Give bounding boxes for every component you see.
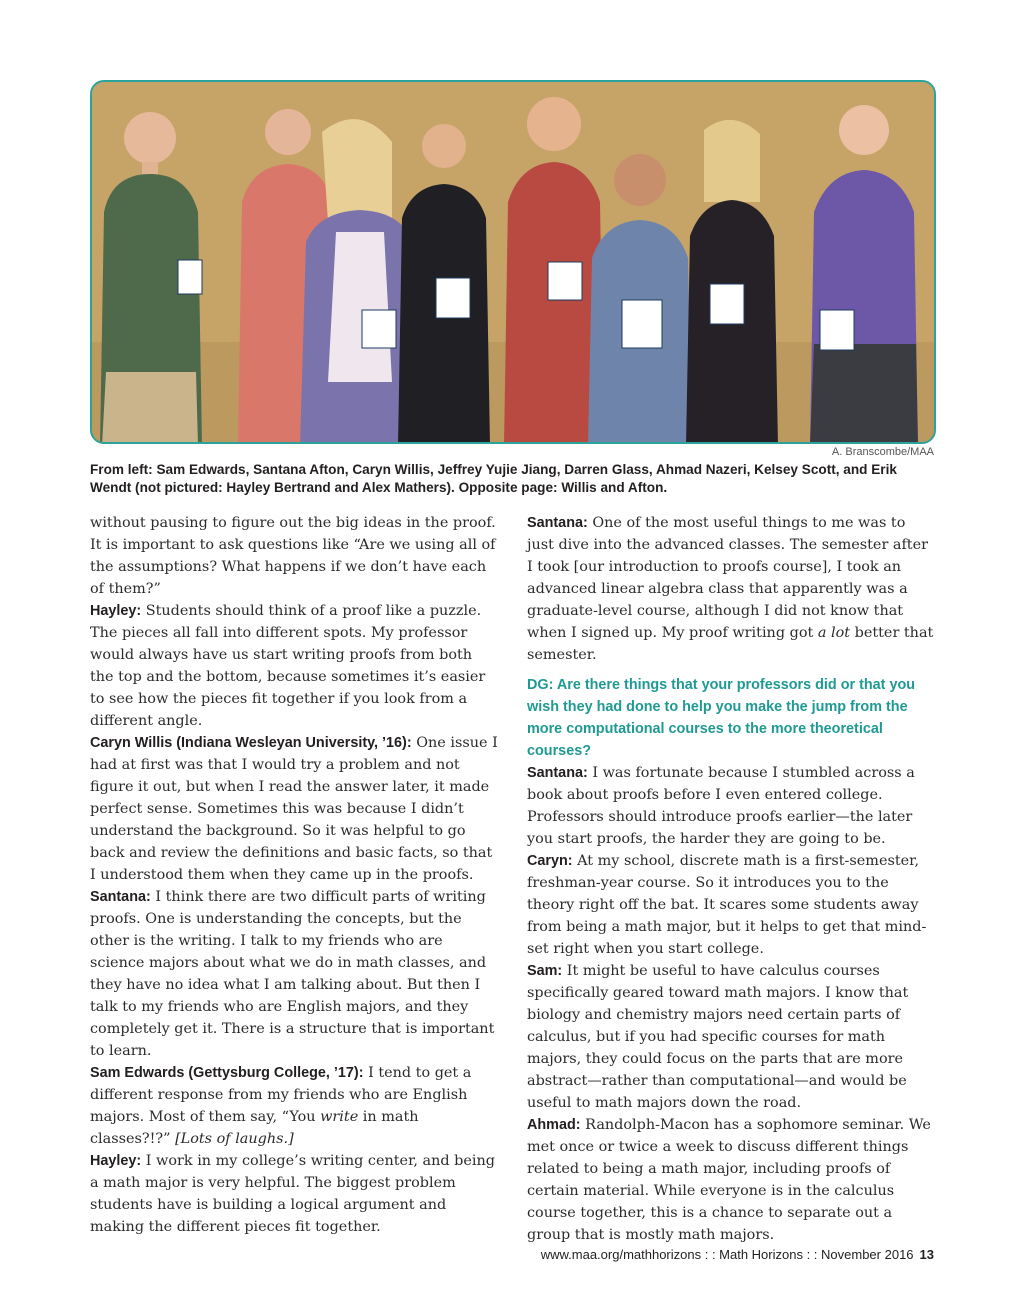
paragraph-text: One of the most useful things to me was to just dive into the advanced classes. The semester after I took [our introduction to proofs course], I took an advanced linear algebra class that apparently was a graduate-level course, although I did not know that when I signed up. My proof writing got xyxy=(527,515,928,641)
speaker-label: Caryn Willis (Indiana Wesleyan University, ’16): xyxy=(90,735,412,751)
photo-credit: A. Branscombe/MAA xyxy=(831,446,934,458)
speaker-label: Ahmad: xyxy=(527,1117,581,1133)
paragraph xyxy=(90,732,498,886)
paragraph-text: At my school, discrete math is a first-semester, freshman-year course. So it introduces you to the theory right off the bat. It scares some students away from being a math major, but it helps to get that mind-set right when you start college. xyxy=(527,853,927,957)
paragraph xyxy=(90,1062,498,1150)
paragraph-text: Students should think of a proof like a puzzle. The pieces all fall into different spots. My professor would always have us start writing proofs from both the top and the bottom, because sometimes it’s easier to see how the pieces fit together if you look from a different angle. xyxy=(90,603,486,729)
speaker-label: Santana: xyxy=(527,765,588,781)
speaker-label: Santana: xyxy=(90,889,151,905)
paragraph xyxy=(90,886,498,1062)
paragraph xyxy=(90,512,498,600)
right-column xyxy=(527,512,935,1246)
speaker-label: Sam Edwards (Gettysburg College, ’17): xyxy=(90,1065,364,1081)
speaker-label: Caryn: xyxy=(527,853,573,869)
paragraph xyxy=(90,1150,498,1238)
group-photo xyxy=(90,80,936,444)
laughs-note: [Lots of laughs.] xyxy=(175,1131,294,1147)
paragraph-text: I think there are two difficult parts of writing proofs. One is understanding the concepts, but the other is the writing. I talk to my friends who are science majors about what we do in math classes, and they have no idea what I am talking about. But then I talk to my friends who are English majors, and they completely get it. There is a structure that is important to learn. xyxy=(90,889,495,1059)
paragraph-text: One issue I had at first was that I would try a problem and not figure it out, but when I read the answer later, it made perfect sense. Sometimes this was because I didn’t understand the background. So it was helpful to go back and review the definitions and basic facts, so that I understood them when they came up in the proofs. xyxy=(90,735,498,883)
footer-text: www.maa.org/mathhorizons : : Math Horizons : : November 2016 xyxy=(540,1247,914,1262)
interview-question: DG: Are there things that your professors did or that you wish they had done to help you make the jump from the more computational courses to the more theoretical courses? xyxy=(527,677,916,759)
paragraph-text: I was fortunate because I stumbled across a book about proofs before I even entered college. Professors should introduce proofs earlier—the later you start proofs, the harder they are going to be. xyxy=(527,765,915,847)
paragraph-text: in math classes?!?” xyxy=(90,1109,419,1147)
left-column xyxy=(90,512,498,1238)
page-number: 13 xyxy=(919,1247,934,1262)
paragraph xyxy=(90,600,498,732)
paragraph xyxy=(527,512,935,666)
paragraph-text: without pausing to figure out the big ideas in the proof. It is important to ask questions like “Are we using all of the assumptions? What happens if we don’t have each of them?” xyxy=(90,515,496,597)
paragraph-text: It might be useful to have calculus courses specifically geared toward math majors. I know that biology and chemistry majors need certain parts of calculus, but if you had specific courses for math majors, they could focus on the parts that are more abstract—rather than computational—and would be useful to math majors down the road. xyxy=(527,963,909,1111)
speaker-label: Sam: xyxy=(527,963,563,979)
paragraph xyxy=(527,762,935,850)
paragraph-text: I tend to get a different response from my friends who are English majors. Most of them say, “You xyxy=(90,1065,472,1125)
speaker-label: Santana: xyxy=(527,515,588,531)
speaker-label: Hayley: xyxy=(90,603,142,619)
paragraph-text: Randolph-Macon has a sophomore seminar. We met once or twice a week to discuss different things related to being a math major, including proofs of certain material. While everyone is in the calculus course together, this is a chance to separate out a group that is mostly math majors. xyxy=(527,1117,931,1243)
page-footer xyxy=(541,1247,934,1262)
paragraph xyxy=(527,1114,935,1246)
italic-text: write xyxy=(320,1109,359,1125)
paragraph xyxy=(527,960,935,1114)
paragraph xyxy=(527,850,935,960)
paragraph-text: I work in my college’s writing center, and being a math major is very helpful. The biggest problem students have is building a logical argument and making the different pieces fit together. xyxy=(90,1153,495,1235)
photo-caption: From left: Sam Edwards, Santana Afton, Caryn Willis, Jeffrey Yujie Jiang, Darren Glass, Ahmad Nazeri, Kelsey Scott, and Erik Wendt (not pictured: Hayley Bertrand and Alex Mathers). Opposite page: Willis and Afton. xyxy=(90,462,897,495)
italic-text: a lot xyxy=(817,625,851,641)
speaker-label: Hayley: xyxy=(90,1153,142,1169)
paragraph-text: better that semester. xyxy=(527,625,934,663)
